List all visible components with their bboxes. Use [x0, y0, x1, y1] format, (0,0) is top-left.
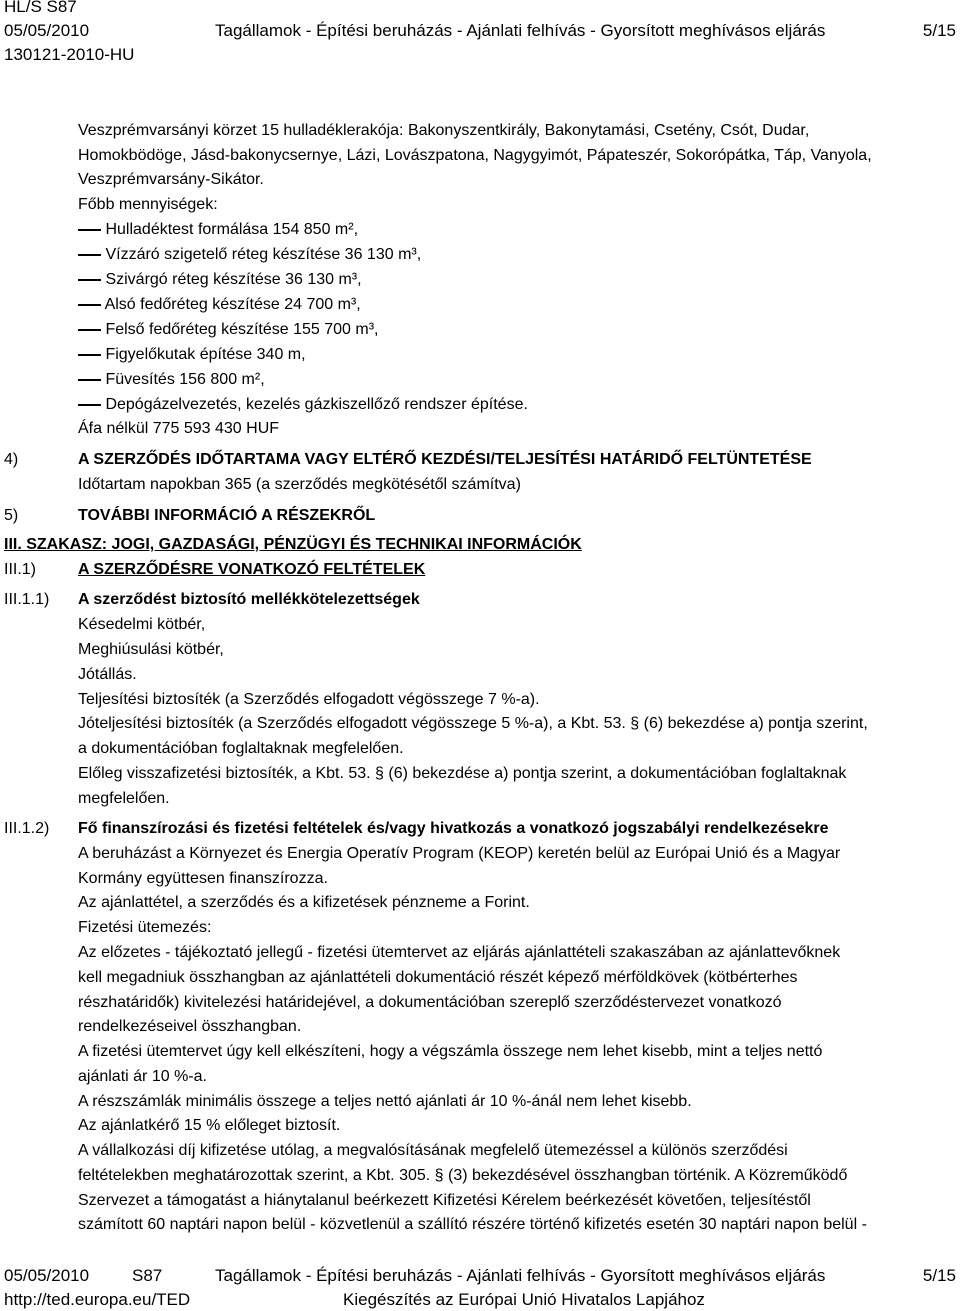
quantity-item: Depógázelvezetés, kezelés gázkiszellőző rendszer építése.	[78, 393, 528, 417]
section-3-1-2-line: Szervezet a támogatást a hiánytalanul beérkezett Kifizetési Kérelem beérkezését követően, teljesítéstől	[78, 1192, 811, 1209]
section-3-1-2-line: ajánlati ár 10 %-a.	[78, 1068, 207, 1085]
section-3-1-2-line: feltételekben meghatározottak szerint, a Kbt. 305. § (3) bekezdésével összhangban történik. A Közreműködő	[78, 1167, 848, 1184]
section-3-1-2-line: Az előzetes - tájékoztató jellegű - fizetési ütemtervet az eljárás ajánlattételi szakaszában az ajánlattevőknek	[78, 944, 841, 961]
section-3-1-2-line: A vállalkozási díj kifizetése utólag, a megvalósításának megfelelő ütemezéssel a különös szerződési	[78, 1142, 788, 1159]
section-3-1-2-line: A részszámlák minimális összege a teljes nettó ajánlati ár 10 %-ánál nem lehet kisebb.	[78, 1093, 692, 1110]
section-3-1-1-line: Meghiúsulási kötbér,	[78, 641, 224, 658]
section-3-1-2-line: rendelkezéseivel összhangban.	[78, 1018, 302, 1035]
section-4-title: A SZERZŐDÉS IDŐTARTAMA VAGY ELTÉRŐ KEZDÉSI/TELJESÍTÉSI HATÁRIDŐ FELTÜNTETÉSE	[78, 451, 812, 468]
section-3-title: III. SZAKASZ: JOGI, GAZDASÁGI, PÉNZÜGYI ÉS TECHNIKAI INFORMÁCIÓK	[4, 536, 582, 553]
section-3-1-1-line: a dokumentációban foglaltaknak megfelelően.	[78, 740, 404, 757]
section-3-1-number: III.1)	[4, 561, 37, 578]
section-3-1-2-line: Az ajánlattétel, a szerződés és a kifizetések pénzneme a Forint.	[78, 894, 530, 911]
section-3-1-1-line: Teljesítési biztosíték (a Szerződés elfogadott végösszege 7 %-a).	[78, 691, 540, 708]
intro-line: Veszprémvarsány-Sikátor.	[78, 171, 264, 188]
quantities-heading: Főbb mennyiségek:	[78, 196, 218, 213]
document-id: HL/S S87	[4, 0, 77, 16]
quantity-item: Vízzáró szigetelő réteg készítése 36 130 m³,	[78, 243, 421, 267]
footer-url-link[interactable]: http://ted.europa.eu/TED	[4, 1290, 191, 1309]
section-3-1-2-line: Kormány együttesen finanszírozza.	[78, 870, 328, 887]
page-footer	[0, 1262, 960, 1311]
section-3-1-1-line: Jótállás.	[78, 666, 137, 683]
header-date: 05/05/2010	[4, 21, 90, 40]
header-title: Tagállamok - Építési beruházás - Ajánlati felhívás - Gyorsított meghívásos eljárás	[215, 21, 826, 40]
quantity-item: Szivárgó réteg készítése 36 130 m³,	[78, 268, 362, 292]
notice-reference: 130121-2010-HU	[4, 45, 135, 64]
quantity-item: Alsó fedőréteg készítése 24 700 m³,	[78, 293, 361, 317]
section-5-number: 5)	[4, 507, 19, 524]
section-3-1-2-number: III.1.2)	[4, 820, 50, 837]
section-5-title: TOVÁBBI INFORMÁCIÓ A RÉSZEKRŐL	[78, 507, 376, 524]
header-page-number: 5/15	[922, 21, 956, 40]
section-3-1-title: A SZERZŐDÉSRE VONATKOZÓ FELTÉTELEK	[78, 561, 426, 578]
section-3-1-1-line: megfelelően.	[78, 790, 170, 807]
footer-publication: Kiegészítés az Európai Unió Hivatalos Lapjához	[343, 1290, 705, 1309]
section-3-1-1-title: A szerződést biztosító mellékkötelezettségek	[78, 591, 420, 608]
intro-line: Veszprémvarsányi körzet 15 hulladéklerakója: Bakonyszentkirály, Bakonytamási, Csetény, Csót, Dudar,	[78, 122, 810, 139]
quantity-item: Figyelőkutak építése 340 m,	[78, 343, 306, 367]
page-header	[0, 0, 960, 70]
section-4-text: Időtartam napokban 365 (a szerződés megkötésétől számítva)	[78, 476, 521, 493]
section-3-1-1-number: III.1.1)	[4, 591, 50, 608]
vat-amount: Áfa nélkül 775 593 430 HUF	[78, 420, 280, 437]
section-3-1-2-line: Az ajánlatkérő 15 % előleget biztosít.	[78, 1117, 341, 1134]
section-3-1-2-line: A fizetési ütemtervet úgy kell elkészíteni, hogy a végszámla összege nem lehet kisebb, mint a teljes nettó	[78, 1043, 823, 1060]
section-4-number: 4)	[4, 451, 19, 468]
section-3-1-1-line: Késedelmi kötbér,	[78, 616, 206, 633]
section-3-1-2-line: részhatáridők) kivitelezési határidejével, a dokumentációban szereplő szerződéstervezet vonatkozó	[78, 994, 782, 1011]
section-3-1-1-line: Előleg visszafizetési biztosíték, a Kbt. 53. § (6) bekezdése a) pontja szerint, a dokumentációban foglaltaknak	[78, 765, 847, 782]
quantity-item: Füvesítés 156 800 m²,	[78, 368, 265, 392]
quantity-item: Felső fedőréteg készítése 155 700 m³,	[78, 318, 379, 342]
quantity-item: Hulladéktest formálása 154 850 m²,	[78, 218, 358, 242]
footer-title: Tagállamok - Építési beruházás - Ajánlati felhívás - Gyorsított meghívásos eljárás	[215, 1266, 826, 1285]
footer-page-number: 5/15	[922, 1266, 956, 1285]
footer-date: 05/05/2010	[4, 1266, 90, 1285]
section-3-1-2-title: Fő finanszírozási és fizetési feltételek és/vagy hivatkozás a vonatkozó jogszabályi rendelkezésekre	[78, 820, 829, 837]
section-3-1-2-line: Fizetési ütemezés:	[78, 919, 212, 936]
section-3-1-2-line: kell megadniuk összhangban az ajánlattételi dokumentáció részét képező mérföldkövek (kötbérterhes	[78, 969, 798, 986]
section-3-1-2-line: számított 60 naptári napon belül - közvetlenül a szállító részére történő kifizetés esetén 30 naptári napon belül -	[78, 1216, 867, 1233]
footer-series: S87	[132, 1266, 163, 1285]
section-3-1-1-line: Jóteljesítési biztosíték (a Szerződés elfogadott végösszege 5 %-a), a Kbt. 53. § (6) bekezdése a) pontja szerint,	[78, 715, 868, 732]
section-3-1-2-line: A beruházást a Környezet és Energia Operatív Program (KEOP) keretén belül az Európai Unió és a Magyar	[78, 845, 841, 862]
intro-line: Homokbödöge, Jásd-bakonycsernye, Lázi, Lovászpatona, Nagygyimót, Pápateszér, Sokorópátka, Táp, Vanyola,	[78, 147, 872, 164]
